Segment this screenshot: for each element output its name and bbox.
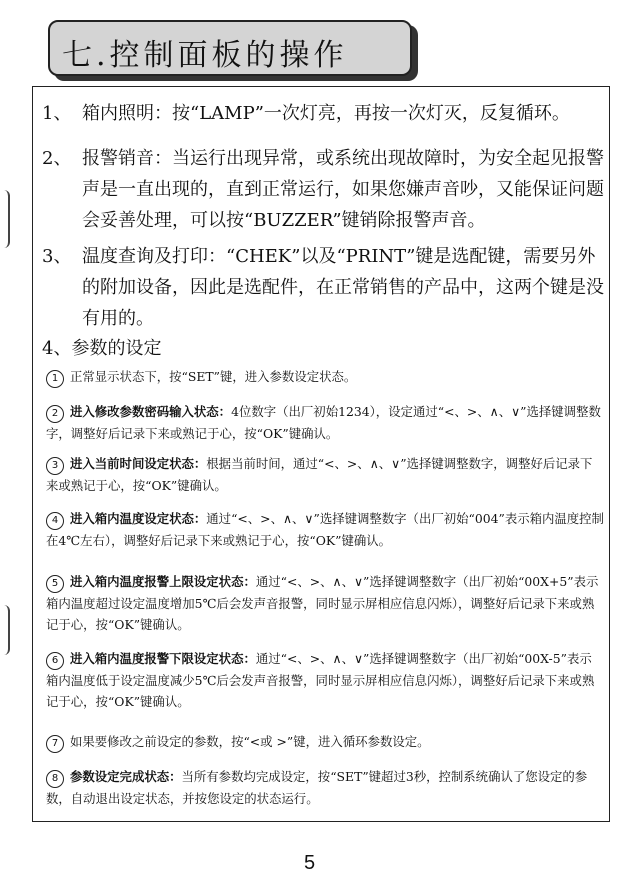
- binding-mark-bottom: [0, 605, 10, 655]
- item-number: 3、: [42, 246, 72, 267]
- step-text: 通过“<、>、∧、∨”选择键调整数字（出厂初始“00X+5”表示箱内温度超过设定温度增加5℃后会发声音报警，同时显示屏相应信息闪烁），调整好后记录下来或熟记于心，按“OK”键确认。: [46, 574, 599, 632]
- step-number-circle: 3: [46, 457, 64, 475]
- step-bold-label: 进入箱内温度报警上限设定状态：: [70, 574, 256, 589]
- item-text: 温度查询及打印：“CHEK”以及“PRINT”键是选配键，需要另外的附加设备，因此是选配件，在正常销售的产品中，这两个键是没有用的。: [82, 246, 604, 329]
- step-text: 通过“<、>、∧、∨”选择键调整数字（出厂初始“004”表示箱内温度控制在4℃左右），调整好后记录下来或熟记于心，按“OK”键确认。: [46, 511, 604, 548]
- step-text: 当所有参数均完成设定，按“SET”键超过3秒，控制系统确认了您设定的参数，自动退出设定状态，并按您设定的状态运行。: [46, 769, 588, 806]
- step-number-circle: 8: [46, 770, 64, 788]
- step-number-circle: 2: [46, 405, 64, 423]
- step-7: [46, 731, 604, 753]
- item-number: 1、: [42, 103, 72, 124]
- section-title: 七.控制面板的操作: [62, 38, 348, 73]
- step-text: 如果要修改之前设定的参数，按“<或 >”键，进入循环参数设定。: [70, 734, 430, 749]
- step-5: [46, 571, 604, 635]
- binding-mark-top: [0, 190, 10, 248]
- step-text: 正常显示状态下，按“SET”键，进入参数设定状态。: [70, 369, 357, 384]
- item-3: [42, 241, 604, 334]
- section-4-heading: [42, 335, 161, 363]
- step-text: 根据当前时间，通过“<、>、∧、∨”选择键调整数字，调整好后记录下来或熟记于心，按“OK”键确认。: [46, 456, 593, 493]
- item-text: 箱内照明：按“LAMP”一次灯亮，再按一次灯灭，反复循环。: [82, 103, 570, 124]
- step-2: [46, 401, 604, 444]
- step-bold-label: 进入修改参数密码输入状态：: [70, 404, 232, 419]
- step-text: 4位数字（出厂初始1234），设定通过“<、>、∧、∨”选择键调整数字，调整好后记录下来或熟记于心，按“OK”键确认。: [46, 404, 601, 441]
- step-8: [46, 766, 604, 809]
- step-number-circle: 4: [46, 512, 64, 530]
- step-number-circle: 1: [46, 370, 64, 388]
- item-1: [42, 98, 604, 129]
- step-bold-label: 进入当前时间设定状态：: [70, 456, 207, 471]
- step-3: [46, 453, 604, 496]
- step-bold-label: 进入箱内温度设定状态：: [70, 511, 207, 526]
- step-number-circle: 6: [46, 652, 64, 670]
- item-2: [42, 143, 604, 236]
- step-text: 通过“<、>、∧、∨”选择键调整数字（出厂初始“00X-5”表示箱内温度低于设定温度减少5℃后会发声音报警，同时显示屏相应信息闪烁），调整好后记录下来或熟记于心，按“OK”键确认。: [46, 651, 595, 709]
- step-bold-label: 参数设定完成状态：: [70, 769, 182, 784]
- section-title-box: [48, 20, 412, 76]
- section-4-number: 4、: [42, 338, 72, 359]
- step-number-circle: 7: [46, 735, 64, 753]
- section-4-title: 参数的设定: [71, 338, 162, 359]
- item-number: 2、: [42, 148, 72, 169]
- step-4: [46, 508, 604, 551]
- item-text: 报警销音：当运行出现异常，或系统出现故障时，为安全起见报警声是一直出现的，直到正常运行，如果您嫌声音吵，又能保证问题会妥善处理，可以按“BUZZER”键销除报警声音。: [82, 148, 604, 231]
- step-1: [46, 366, 604, 388]
- step-number-circle: 5: [46, 575, 64, 593]
- step-6: [46, 648, 604, 712]
- page-number: 5: [304, 852, 316, 874]
- step-bold-label: 进入箱内温度报警下限设定状态：: [70, 651, 256, 666]
